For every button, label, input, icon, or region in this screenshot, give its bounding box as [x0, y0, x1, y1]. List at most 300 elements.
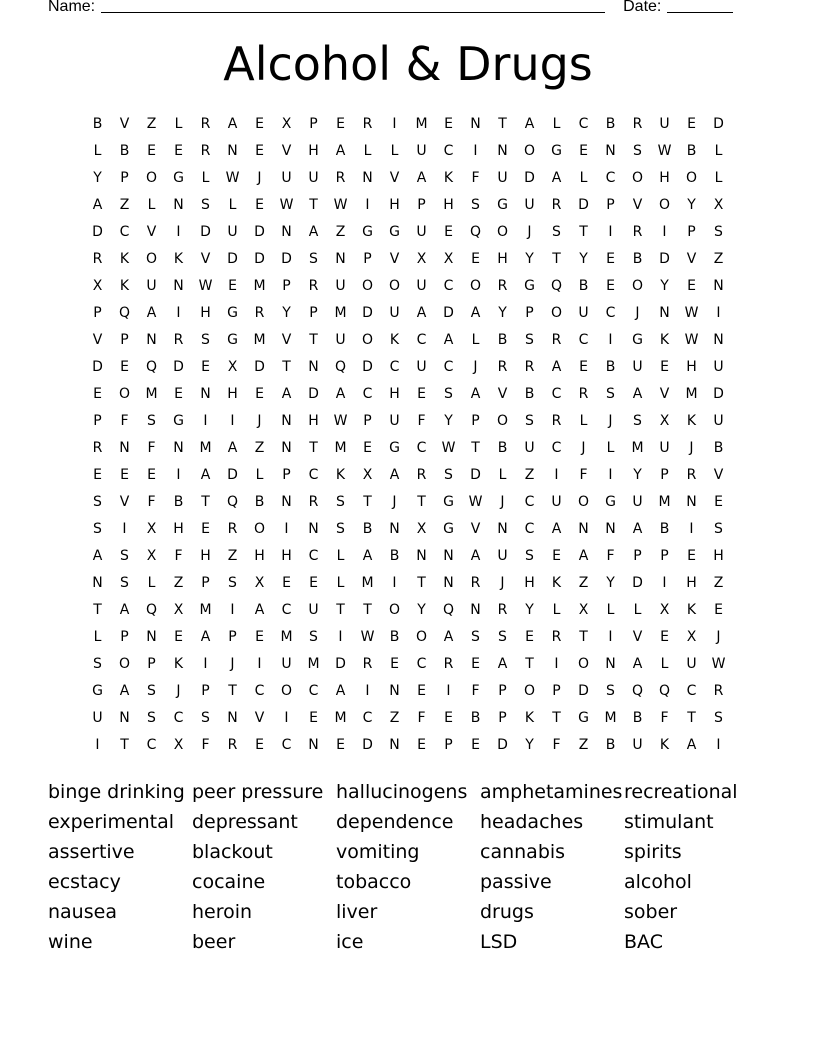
grid-letter[interactable]: P — [660, 467, 669, 483]
grid-letter[interactable]: Z — [713, 251, 724, 267]
grid-letter[interactable]: G — [443, 494, 454, 510]
grid-letter[interactable]: I — [554, 656, 559, 672]
grid-letter[interactable]: C — [308, 548, 319, 564]
grid-letter[interactable]: R — [470, 575, 481, 591]
grid-letter[interactable]: A — [227, 440, 238, 456]
grid-letter[interactable]: C — [605, 305, 616, 321]
grid-letter[interactable]: O — [523, 143, 536, 159]
date-field[interactable] — [667, 0, 733, 13]
grid-letter[interactable]: L — [147, 575, 156, 591]
grid-letter[interactable]: I — [554, 467, 559, 483]
grid-letter[interactable]: A — [443, 629, 454, 645]
grid-letter[interactable]: S — [147, 710, 156, 726]
grid-letter[interactable]: O — [253, 521, 266, 537]
grid-letter[interactable]: A — [362, 548, 373, 564]
grid-letter[interactable]: M — [334, 440, 347, 456]
grid-letter[interactable]: L — [579, 170, 588, 186]
grid-letter[interactable]: C — [146, 737, 157, 753]
grid-letter[interactable]: C — [443, 278, 454, 294]
grid-letter[interactable]: T — [309, 440, 318, 456]
grid-letter[interactable]: S — [552, 224, 561, 240]
grid-letter[interactable]: Q — [226, 494, 239, 510]
grid-letter[interactable]: C — [308, 683, 319, 699]
grid-letter[interactable]: V — [119, 494, 130, 510]
grid-letter[interactable]: T — [552, 251, 561, 267]
grid-letter[interactable]: A — [146, 305, 157, 321]
grid-letter[interactable]: L — [201, 170, 210, 186]
grid-letter[interactable]: N — [497, 143, 508, 159]
grid-letter[interactable]: N — [281, 440, 292, 456]
grid-letter[interactable]: Z — [578, 575, 589, 591]
grid-letter[interactable]: O — [415, 629, 428, 645]
grid-letter[interactable]: Y — [633, 467, 642, 483]
grid-letter[interactable]: X — [713, 197, 724, 213]
grid-letter[interactable]: U — [308, 602, 319, 618]
grid-letter[interactable]: U — [713, 359, 724, 375]
grid-letter[interactable]: Z — [173, 575, 184, 591]
grid-letter[interactable]: R — [335, 170, 346, 186]
grid-letter[interactable]: S — [606, 386, 615, 402]
grid-letter[interactable]: V — [713, 467, 724, 483]
grid-letter[interactable]: O — [145, 170, 158, 186]
grid-letter[interactable]: N — [713, 278, 724, 294]
grid-letter[interactable]: S — [309, 251, 318, 267]
grid-letter[interactable]: A — [524, 116, 535, 132]
grid-letter[interactable]: C — [281, 737, 292, 753]
grid-letter[interactable]: N — [308, 737, 319, 753]
grid-letter[interactable]: O — [118, 386, 131, 402]
grid-letter[interactable]: I — [716, 305, 721, 321]
grid-letter[interactable]: E — [120, 359, 129, 375]
grid-letter[interactable]: P — [417, 197, 426, 213]
grid-letter[interactable]: I — [257, 656, 262, 672]
grid-letter[interactable]: E — [714, 602, 723, 618]
grid-letter[interactable]: I — [176, 224, 181, 240]
grid-letter[interactable]: M — [415, 116, 428, 132]
grid-letter[interactable]: I — [662, 575, 667, 591]
grid-letter[interactable]: U — [659, 116, 670, 132]
grid-letter[interactable]: S — [201, 710, 210, 726]
grid-letter[interactable]: B — [686, 143, 697, 159]
grid-letter[interactable]: N — [443, 548, 454, 564]
grid-letter[interactable]: D — [200, 224, 211, 240]
grid-letter[interactable]: U — [551, 494, 562, 510]
grid-letter[interactable]: O — [118, 656, 131, 672]
grid-letter[interactable]: X — [227, 359, 238, 375]
grid-letter[interactable]: A — [416, 305, 427, 321]
grid-letter[interactable]: A — [470, 548, 481, 564]
grid-letter[interactable]: A — [92, 197, 103, 213]
grid-letter[interactable]: C — [416, 332, 427, 348]
grid-letter[interactable]: C — [308, 467, 319, 483]
grid-letter[interactable]: V — [119, 116, 130, 132]
grid-letter[interactable]: E — [255, 737, 264, 753]
grid-letter[interactable]: A — [443, 332, 454, 348]
grid-letter[interactable]: A — [416, 170, 427, 186]
grid-letter[interactable]: C — [551, 386, 562, 402]
grid-letter[interactable]: C — [443, 143, 454, 159]
grid-letter[interactable]: Q — [118, 305, 131, 321]
grid-letter[interactable]: M — [658, 494, 671, 510]
grid-letter[interactable]: A — [227, 116, 238, 132]
grid-letter[interactable]: V — [146, 224, 157, 240]
grid-letter[interactable]: G — [389, 224, 400, 240]
grid-letter[interactable]: H — [524, 575, 535, 591]
grid-letter[interactable]: T — [417, 494, 426, 510]
grid-letter[interactable]: E — [147, 143, 156, 159]
grid-letter[interactable]: E — [201, 359, 210, 375]
grid-letter[interactable]: P — [660, 548, 669, 564]
grid-letter[interactable]: S — [120, 575, 129, 591]
grid-letter[interactable]: R — [227, 521, 238, 537]
grid-letter[interactable]: S — [633, 413, 642, 429]
grid-letter[interactable]: O — [388, 278, 401, 294]
grid-letter[interactable]: C — [254, 683, 265, 699]
grid-letter[interactable]: S — [93, 656, 102, 672]
grid-letter[interactable]: I — [284, 710, 289, 726]
grid-letter[interactable]: U — [524, 197, 535, 213]
grid-letter[interactable]: T — [309, 332, 318, 348]
grid-letter[interactable]: W — [441, 440, 456, 456]
grid-letter[interactable]: F — [417, 710, 426, 726]
grid-letter[interactable]: E — [336, 737, 345, 753]
grid-letter[interactable]: P — [471, 413, 480, 429]
grid-letter[interactable]: X — [254, 575, 265, 591]
grid-letter[interactable]: U — [335, 278, 346, 294]
grid-letter[interactable]: M — [604, 710, 617, 726]
grid-letter[interactable]: O — [658, 197, 671, 213]
grid-letter[interactable]: A — [497, 656, 508, 672]
grid-letter[interactable]: H — [713, 548, 724, 564]
grid-letter[interactable]: K — [524, 710, 535, 726]
grid-letter[interactable]: E — [93, 467, 102, 483]
grid-letter[interactable]: Q — [550, 278, 563, 294]
grid-letter[interactable]: I — [176, 467, 181, 483]
grid-letter[interactable]: I — [473, 143, 478, 159]
grid-letter[interactable]: U — [497, 548, 508, 564]
grid-letter[interactable]: P — [282, 278, 291, 294]
grid-letter[interactable]: E — [552, 548, 561, 564]
grid-letter[interactable]: M — [280, 629, 293, 645]
grid-letter[interactable]: E — [282, 575, 291, 591]
grid-letter[interactable]: Z — [524, 467, 535, 483]
grid-letter[interactable]: A — [92, 548, 103, 564]
grid-letter[interactable]: C — [578, 332, 589, 348]
grid-letter[interactable]: X — [416, 251, 427, 267]
grid-letter[interactable]: B — [578, 278, 589, 294]
grid-letter[interactable]: T — [417, 575, 426, 591]
grid-letter[interactable]: U — [686, 656, 697, 672]
grid-letter[interactable]: I — [608, 224, 613, 240]
grid-letter[interactable]: I — [365, 197, 370, 213]
grid-letter[interactable]: M — [307, 656, 320, 672]
grid-letter[interactable]: F — [417, 413, 426, 429]
grid-letter[interactable]: V — [281, 143, 292, 159]
grid-letter[interactable]: C — [524, 521, 535, 537]
grid-letter[interactable]: E — [228, 278, 237, 294]
grid-letter[interactable]: F — [201, 737, 210, 753]
grid-letter[interactable]: U — [389, 305, 400, 321]
grid-letter[interactable]: I — [608, 467, 613, 483]
grid-letter[interactable]: A — [308, 224, 319, 240]
grid-letter[interactable]: I — [230, 602, 235, 618]
grid-letter[interactable]: S — [309, 629, 318, 645]
grid-letter[interactable]: E — [147, 467, 156, 483]
grid-letter[interactable]: U — [416, 143, 427, 159]
grid-letter[interactable]: O — [388, 602, 401, 618]
grid-letter[interactable]: A — [335, 683, 346, 699]
grid-letter[interactable]: I — [608, 332, 613, 348]
grid-letter[interactable]: P — [93, 305, 102, 321]
grid-letter[interactable]: Q — [658, 683, 671, 699]
grid-letter[interactable]: R — [443, 656, 454, 672]
grid-letter[interactable]: V — [254, 710, 265, 726]
grid-letter[interactable]: N — [92, 575, 103, 591]
grid-letter[interactable]: I — [284, 521, 289, 537]
grid-letter[interactable]: T — [498, 116, 507, 132]
grid-letter[interactable]: D — [335, 656, 346, 672]
grid-letter[interactable]: K — [173, 656, 184, 672]
grid-letter[interactable]: R — [308, 494, 319, 510]
grid-letter[interactable]: D — [362, 737, 373, 753]
grid-letter[interactable]: F — [579, 467, 588, 483]
grid-letter[interactable]: R — [632, 224, 643, 240]
grid-letter[interactable]: N — [389, 521, 400, 537]
grid-letter[interactable]: E — [309, 575, 318, 591]
grid-letter[interactable]: X — [146, 548, 157, 564]
grid-letter[interactable]: N — [146, 629, 157, 645]
grid-letter[interactable]: S — [444, 386, 453, 402]
grid-letter[interactable]: H — [497, 251, 508, 267]
grid-letter[interactable]: R — [254, 305, 265, 321]
grid-letter[interactable]: U — [146, 278, 157, 294]
grid-letter[interactable]: N — [605, 521, 616, 537]
grid-letter[interactable]: V — [92, 332, 103, 348]
grid-letter[interactable]: J — [635, 305, 640, 321]
grid-letter[interactable]: E — [174, 629, 183, 645]
grid-letter[interactable]: F — [174, 548, 183, 564]
grid-letter[interactable]: M — [334, 305, 347, 321]
grid-letter[interactable]: P — [633, 548, 642, 564]
grid-letter[interactable]: R — [308, 278, 319, 294]
grid-letter[interactable]: H — [686, 359, 697, 375]
grid-letter[interactable]: I — [392, 575, 397, 591]
grid-letter[interactable]: E — [390, 656, 399, 672]
grid-letter[interactable]: I — [338, 629, 343, 645]
grid-letter[interactable]: A — [254, 602, 265, 618]
grid-letter[interactable]: T — [687, 710, 696, 726]
grid-letter[interactable]: Z — [119, 197, 130, 213]
grid-letter[interactable]: B — [605, 737, 616, 753]
grid-letter[interactable]: T — [120, 737, 129, 753]
grid-letter[interactable]: S — [525, 548, 534, 564]
grid-letter[interactable]: E — [525, 629, 534, 645]
grid-letter[interactable]: H — [659, 170, 670, 186]
grid-letter[interactable]: S — [714, 710, 723, 726]
grid-letter[interactable]: D — [308, 386, 319, 402]
grid-letter[interactable]: D — [524, 170, 535, 186]
grid-letter[interactable]: D — [254, 224, 265, 240]
grid-letter[interactable]: R — [551, 413, 562, 429]
grid-letter[interactable]: A — [119, 602, 130, 618]
grid-letter[interactable]: D — [92, 359, 103, 375]
grid-letter[interactable]: I — [446, 683, 451, 699]
grid-letter[interactable]: U — [497, 170, 508, 186]
grid-letter[interactable]: Q — [145, 359, 158, 375]
grid-letter[interactable]: F — [147, 440, 156, 456]
grid-letter[interactable]: O — [496, 224, 509, 240]
grid-letter[interactable]: R — [632, 116, 643, 132]
grid-letter[interactable]: G — [173, 170, 184, 186]
grid-letter[interactable]: U — [416, 359, 427, 375]
grid-letter[interactable]: A — [335, 143, 346, 159]
grid-letter[interactable]: E — [417, 386, 426, 402]
grid-letter[interactable]: P — [228, 629, 237, 645]
grid-letter[interactable]: H — [200, 548, 211, 564]
grid-letter[interactable]: U — [335, 332, 346, 348]
grid-letter[interactable]: C — [524, 494, 535, 510]
grid-letter[interactable]: P — [363, 413, 372, 429]
grid-letter[interactable]: M — [145, 386, 158, 402]
grid-letter[interactable]: A — [335, 386, 346, 402]
grid-letter[interactable]: L — [390, 143, 399, 159]
grid-letter[interactable]: R — [200, 143, 211, 159]
grid-letter[interactable]: E — [687, 278, 696, 294]
grid-letter[interactable]: I — [392, 116, 397, 132]
grid-letter[interactable]: N — [659, 305, 670, 321]
grid-letter[interactable]: C — [362, 710, 373, 726]
grid-letter[interactable]: A — [551, 359, 562, 375]
grid-letter[interactable]: E — [687, 548, 696, 564]
grid-letter[interactable]: S — [633, 143, 642, 159]
grid-letter[interactable]: E — [714, 494, 723, 510]
grid-letter[interactable]: H — [173, 521, 184, 537]
grid-letter[interactable]: U — [281, 170, 292, 186]
grid-letter[interactable]: L — [336, 575, 345, 591]
grid-letter[interactable]: N — [497, 521, 508, 537]
grid-letter[interactable]: H — [254, 548, 265, 564]
grid-letter[interactable]: G — [227, 305, 238, 321]
grid-letter[interactable]: B — [92, 116, 103, 132]
grid-letter[interactable]: A — [632, 386, 643, 402]
grid-letter[interactable]: E — [363, 440, 372, 456]
grid-letter[interactable]: C — [686, 683, 697, 699]
grid-letter[interactable]: A — [578, 548, 589, 564]
grid-letter[interactable]: S — [93, 521, 102, 537]
grid-letter[interactable]: Y — [93, 170, 102, 186]
grid-letter[interactable]: D — [578, 197, 589, 213]
grid-letter[interactable]: J — [527, 224, 532, 240]
grid-letter[interactable]: S — [606, 683, 615, 699]
grid-letter[interactable]: E — [201, 521, 210, 537]
grid-letter[interactable]: D — [659, 251, 670, 267]
grid-letter[interactable]: K — [659, 737, 670, 753]
grid-letter[interactable]: R — [92, 440, 103, 456]
grid-letter[interactable]: U — [416, 278, 427, 294]
grid-letter[interactable]: I — [95, 737, 100, 753]
grid-letter[interactable]: P — [309, 305, 318, 321]
grid-letter[interactable]: X — [362, 467, 373, 483]
grid-letter[interactable]: E — [687, 116, 696, 132]
grid-letter[interactable]: D — [713, 386, 724, 402]
grid-letter[interactable]: L — [552, 602, 561, 618]
grid-letter[interactable]: D — [443, 305, 454, 321]
grid-letter[interactable]: V — [686, 251, 697, 267]
grid-letter[interactable]: R — [416, 467, 427, 483]
grid-letter[interactable]: D — [281, 251, 292, 267]
grid-letter[interactable]: A — [632, 521, 643, 537]
grid-letter[interactable]: Y — [579, 251, 588, 267]
grid-letter[interactable]: T — [282, 359, 291, 375]
grid-letter[interactable]: X — [578, 602, 589, 618]
grid-letter[interactable]: N — [713, 332, 724, 348]
grid-letter[interactable]: K — [119, 251, 130, 267]
grid-letter[interactable]: S — [525, 413, 534, 429]
grid-letter[interactable]: V — [659, 386, 670, 402]
grid-letter[interactable]: R — [362, 116, 373, 132]
grid-letter[interactable]: Z — [578, 737, 589, 753]
grid-letter[interactable]: J — [500, 575, 505, 591]
grid-letter[interactable]: H — [443, 197, 454, 213]
grid-letter[interactable]: X — [92, 278, 103, 294]
grid-letter[interactable]: F — [552, 737, 561, 753]
grid-letter[interactable]: W — [279, 197, 294, 213]
grid-letter[interactable]: C — [173, 710, 184, 726]
grid-letter[interactable]: P — [120, 170, 129, 186]
grid-letter[interactable]: L — [363, 143, 372, 159]
grid-letter[interactable]: N — [389, 737, 400, 753]
grid-letter[interactable]: E — [660, 359, 669, 375]
grid-letter[interactable]: N — [605, 143, 616, 159]
grid-letter[interactable]: T — [309, 197, 318, 213]
grid-letter[interactable]: B — [173, 494, 184, 510]
grid-letter[interactable]: R — [551, 629, 562, 645]
grid-letter[interactable]: D — [497, 737, 508, 753]
grid-letter[interactable]: N — [227, 143, 238, 159]
grid-letter[interactable]: C — [389, 359, 400, 375]
grid-letter[interactable]: A — [632, 656, 643, 672]
grid-letter[interactable]: F — [606, 548, 615, 564]
grid-letter[interactable]: H — [281, 548, 292, 564]
grid-letter[interactable]: R — [92, 251, 103, 267]
grid-letter[interactable]: G — [443, 521, 454, 537]
grid-letter[interactable]: P — [687, 224, 696, 240]
grid-letter[interactable]: B — [389, 548, 400, 564]
grid-letter[interactable]: V — [470, 521, 481, 537]
grid-letter[interactable]: S — [714, 521, 723, 537]
grid-letter[interactable]: S — [201, 332, 210, 348]
grid-letter[interactable]: T — [552, 710, 561, 726]
grid-letter[interactable]: L — [714, 143, 723, 159]
grid-letter[interactable]: K — [119, 278, 130, 294]
grid-letter[interactable]: N — [200, 386, 211, 402]
grid-letter[interactable]: W — [711, 656, 726, 672]
grid-letter[interactable]: L — [498, 467, 507, 483]
grid-letter[interactable]: T — [336, 602, 345, 618]
grid-letter[interactable]: O — [280, 683, 293, 699]
grid-letter[interactable]: D — [173, 359, 184, 375]
grid-letter[interactable]: G — [605, 494, 616, 510]
grid-letter[interactable]: N — [362, 170, 373, 186]
grid-letter[interactable]: L — [579, 413, 588, 429]
grid-letter[interactable]: P — [147, 656, 156, 672]
grid-letter[interactable]: O — [361, 278, 374, 294]
grid-letter[interactable]: U — [632, 494, 643, 510]
grid-letter[interactable]: F — [471, 170, 480, 186]
grid-letter[interactable]: W — [684, 332, 699, 348]
grid-letter[interactable]: B — [497, 440, 508, 456]
grid-letter[interactable]: P — [525, 305, 534, 321]
